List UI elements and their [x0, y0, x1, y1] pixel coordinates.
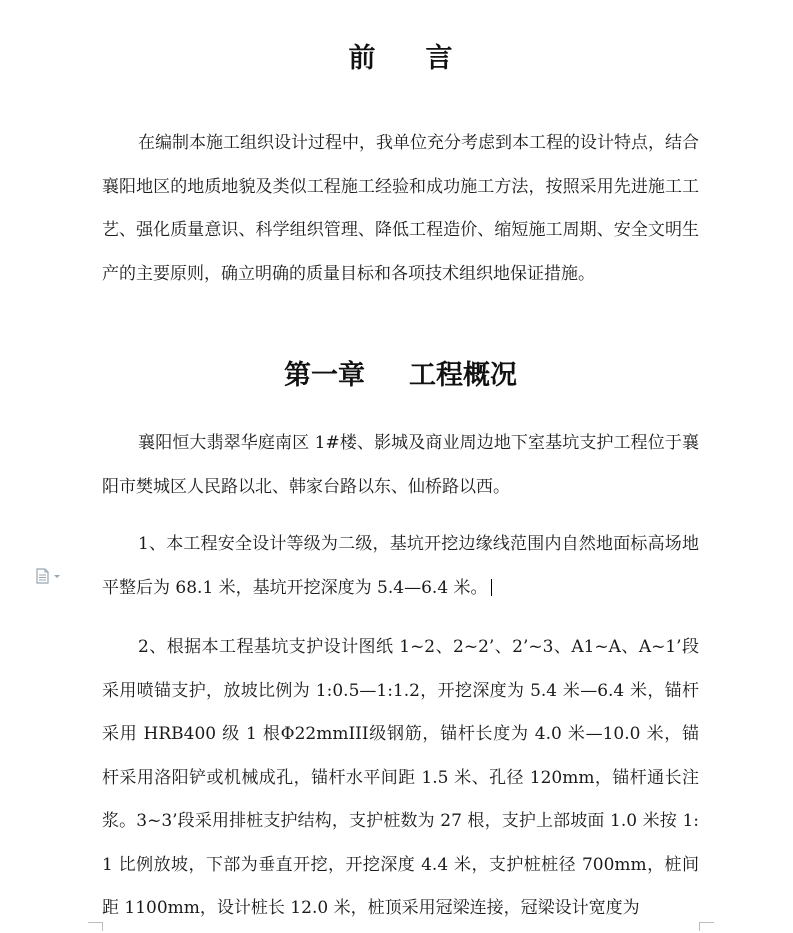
- chapter-name: 工程概况: [409, 360, 517, 391]
- paragraph[interactable]: [102, 122, 699, 296]
- paragraph-text: 2、根据本工程基坑支护设计图纸 1~2、2~2’、2’~3、A1~A、A~1’段采用喷锚支护，放坡比例为 1:0.5—1:1.2，开挖深度为 5.4 米—6.4 米，锚杆采用 HRB400 级 1 根Φ22mmIII级钢筋，锚杆长度为 4.0 米—10.0 米，锚杆采用洛阳铲或机械成孔，锚杆水平间距 1.5 米、孔径 120mm，锚杆通长注浆。3~3’段采用排桩支护结构，支护桩数为 27 根，支护上部坡面 1.0 米按 1:1 比例放坡，下部为垂直开挖，开挖深度 4.4 米，支护桩桩径 700mm，桩间距 1100mm，设计桩长 12.0 米，桩顶采用冠梁连接，冠梁设计宽度为: [102, 637, 699, 918]
- chapter-title: [102, 353, 699, 392]
- document-menu-icon[interactable]: [34, 568, 64, 584]
- paragraph[interactable]: [102, 422, 699, 509]
- paragraph-text: 襄阳恒大翡翠华庭南区 1#楼、影城及商业周边地下室基坑支护工程位于襄阳市樊城区人民路以北、韩家台路以东、仙桥路以西。: [102, 433, 699, 497]
- paragraph[interactable]: [102, 626, 699, 931]
- paragraph[interactable]: [102, 523, 699, 610]
- chapter-number: 第一章: [284, 360, 365, 391]
- page-corner-mark-left: [88, 922, 103, 931]
- page-corner-mark-right: [699, 922, 714, 931]
- text-cursor: [491, 579, 493, 596]
- preface-title: 前言: [348, 43, 503, 74]
- paragraph-text: 1、本工程安全设计等级为二级，基坑开挖边缘线范围内自然地面标高场地平整后为 68.1 米，基坑开挖深度为 5.4—6.4 米。: [102, 534, 699, 598]
- paragraph-text: 在编制本施工组织设计过程中，我单位充分考虑到本工程的设计特点，结合襄阳地区的地质地貌及类似工程施工经验和成功施工方法，按照采用先进施工工艺、强化质量意识、科学组织管理、降低工程造价、缩短施工周期、安全文明生产的主要原则，确立明确的质量目标和各项技术组织地保证措施。: [102, 133, 699, 284]
